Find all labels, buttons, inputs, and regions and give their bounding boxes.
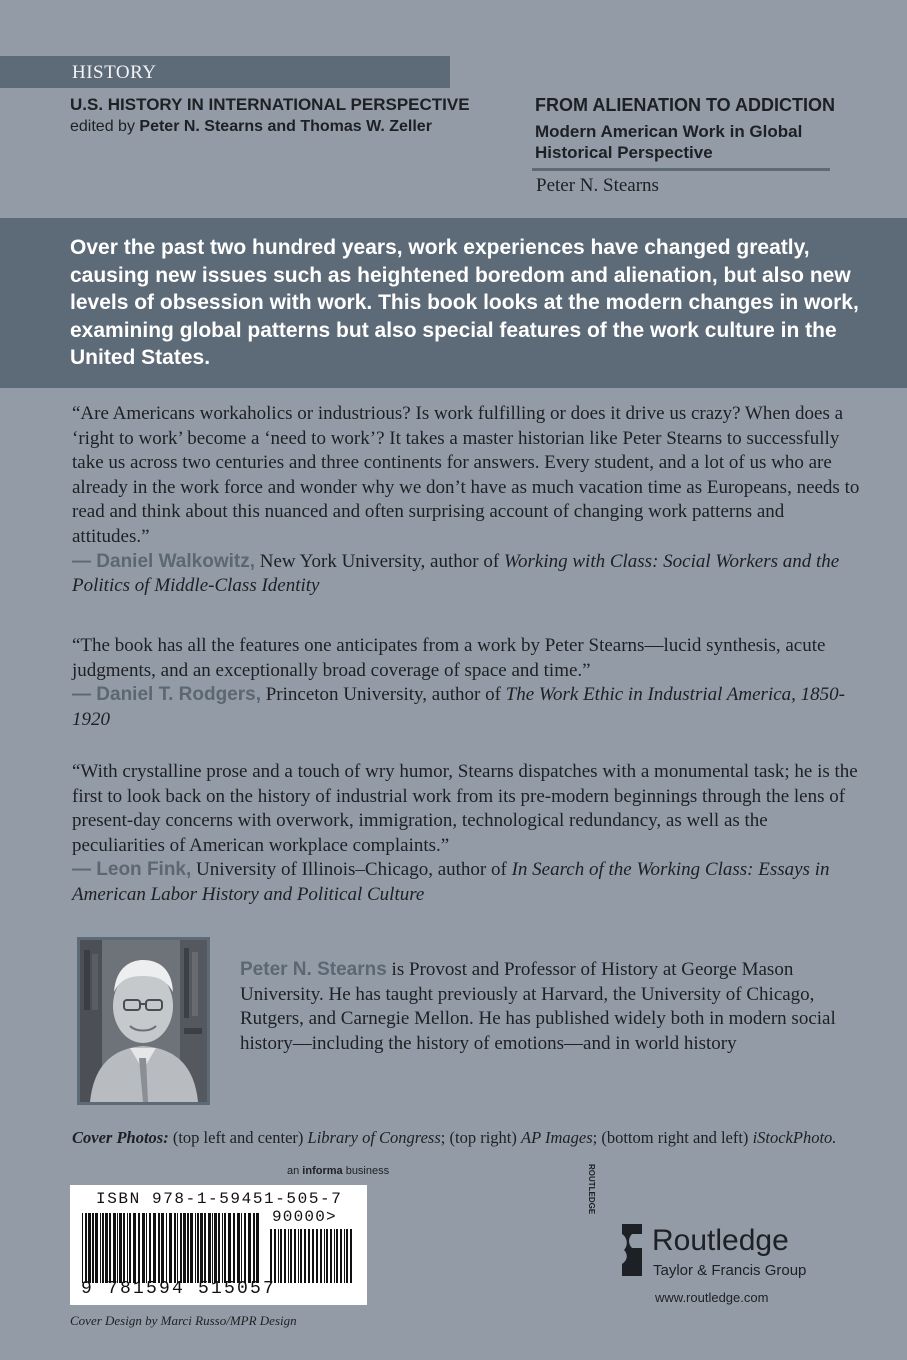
barcode-bar: [123, 1213, 125, 1283]
barcode-bar: [294, 1229, 296, 1283]
quote-text: “With crystalline prose and a touch of wry humor, Stearns dispatches with a monumental task; he is the first to look back on the history of industrial work from its pre-modern beginnings through the lens of present-day concerns with overwork, immigration, technological redundancy, as well as the peculiarities of American workplace complaints.”: [72, 761, 858, 856]
book-summary: Over the past two hundred years, work experiences have changed greatly, causing new issues such as heightened boredom and alienation, but also new levels of obsession with work. This book looks at the modern changes in work, examining global patterns but also special features of the work culture in the United States.: [70, 236, 859, 369]
barcode-bar: [183, 1213, 186, 1283]
barcode-bar: [284, 1229, 286, 1283]
credit-text: (top left and center): [168, 1128, 308, 1147]
barcode-bar: [233, 1213, 235, 1283]
informa-tagline: [287, 1165, 389, 1177]
barcode-bar: [153, 1213, 156, 1283]
credit-source: Library of Congress: [307, 1128, 441, 1147]
quote-text: “The book has all the features one anticipates from a work by Peter Stearns—lucid synthesis, acute judgments, and an exceptionally broad coverage of space and time.”: [72, 635, 826, 681]
barcode-bar: [336, 1229, 338, 1283]
history-category-bar: [0, 56, 450, 88]
barcode-bar: [117, 1213, 118, 1283]
routledge-vertical-text: ROUTLEDGE: [587, 1164, 596, 1215]
barcode-bar: [222, 1213, 223, 1283]
barcode-bar: [288, 1229, 289, 1283]
title-divider: [532, 168, 830, 171]
barcode-bar: [241, 1213, 242, 1283]
barcode-bar: [312, 1229, 314, 1283]
publisher-name: Routledge: [652, 1224, 789, 1257]
barcode-bar: [129, 1213, 131, 1283]
price-code: 90000>: [272, 1208, 337, 1226]
barcode-bar: [218, 1213, 220, 1283]
barcode-bar: [113, 1213, 116, 1283]
series-title: U.S. HISTORY IN INTERNATIONAL PERSPECTIVE: [70, 95, 470, 114]
isbn-number: ISBN 978-1-59451-505-7: [96, 1190, 343, 1208]
author-bio: [240, 958, 860, 1056]
endorser-name: — Daniel T. Rodgers,: [72, 684, 261, 706]
barcode-bar: [158, 1213, 160, 1283]
informa-suffix: business: [342, 1165, 390, 1177]
quote-text: “Are Americans workaholics or industrious? Is work fulfilling or does it drive us crazy? When does a ‘right to work’ become a ‘need to work’? It takes a master historian like Peter Stearns to successfully take us across two centuries and three continents for answers. Every student, and a lot of us who are already in the work force and wonder why we don’t have as much vacation time as Europeans, needs to read and think about this nuanced and often surprising account of changing work patterns and attitudes.”: [72, 403, 860, 547]
barcode-bar: [204, 1213, 206, 1283]
barcode-bar: [208, 1213, 211, 1283]
barcode-bar: [177, 1213, 178, 1283]
endorser-work: The Work Ethic in Industrial America, 1850-1920: [72, 684, 845, 730]
endorser-affiliation: Princeton University, author of: [260, 684, 506, 706]
editors-names: Peter N. Stearns and Thomas W. Zeller: [139, 118, 432, 135]
barcode-bar: [324, 1229, 325, 1283]
book-author: Peter N. Stearns: [536, 175, 659, 196]
barcode-bar: [197, 1213, 199, 1283]
book-subtitle: Modern American Work in Global Historical Perspective: [535, 122, 803, 162]
barcode-bar: [228, 1213, 231, 1283]
barcode-bar: [200, 1213, 203, 1283]
barcode-bar: [298, 1229, 299, 1283]
barcode-bar: [334, 1229, 335, 1283]
barcode-bar: [274, 1229, 276, 1283]
barcode-bar: [105, 1213, 108, 1283]
barcode-bar: [237, 1213, 240, 1283]
barcode-bar: [149, 1213, 151, 1283]
barcode-bar: [320, 1229, 322, 1283]
author-bio-text: is Provost and Professor of History at George Mason University. He has taught previously at Harvard, the University of Chicago, Rutgers, and Carnegie Mellon. He has published widely both in modern social history—including the history of emotions—and in world history: [240, 959, 836, 1054]
credit-source: AP Images: [520, 1128, 593, 1147]
barcode-bar: [88, 1213, 91, 1283]
barcode-bar: [109, 1213, 111, 1283]
barcode-bar: [326, 1229, 328, 1283]
barcode-bar: [161, 1213, 164, 1283]
author-portrait-illustration: [80, 940, 207, 1102]
credit-source: iStockPhoto.: [752, 1128, 837, 1147]
barcode-bar: [180, 1213, 182, 1283]
barcode-bar: [304, 1229, 306, 1283]
endorsement-quote: [72, 760, 862, 908]
endorser-name: — Leon Fink,: [72, 859, 192, 881]
cover-design-credit: Cover Design by Marci Russo/MPR Design: [70, 1313, 297, 1328]
barcode-bar: [195, 1213, 196, 1283]
barcode-bar: [308, 1229, 310, 1283]
barcode-bar: [85, 1213, 87, 1283]
barcode-bar: [253, 1213, 255, 1283]
barcode-bar: [244, 1213, 246, 1283]
barcode-bar: [100, 1213, 101, 1283]
edited-by-prefix: edited by: [70, 118, 140, 135]
endorsement-quote: [72, 402, 862, 599]
book-title: FROM ALIENATION TO ADDICTION: [535, 95, 835, 115]
publisher-group: Taylor & Francis Group: [653, 1262, 807, 1279]
barcode-bar: [278, 1229, 279, 1283]
barcode-bar: [127, 1213, 128, 1283]
barcode-bar: [146, 1213, 147, 1283]
barcode-bar: [142, 1213, 145, 1283]
series-editors: [70, 118, 432, 136]
barcode-bar: [300, 1229, 302, 1283]
barcode-bar: [256, 1213, 259, 1283]
barcode-bar: [224, 1213, 226, 1283]
author-photo: [77, 937, 210, 1105]
credit-text: ; (bottom right and left): [592, 1128, 753, 1147]
barcode-bar: [350, 1229, 352, 1283]
category-label: HISTORY: [72, 62, 157, 83]
publisher-url[interactable]: www.routledge.com: [655, 1290, 769, 1305]
author-bio-name: Peter N. Stearns: [240, 959, 387, 980]
credit-text: ; (top right): [440, 1128, 521, 1147]
barcode-bar: [346, 1229, 348, 1283]
barcode-bar: [133, 1213, 136, 1283]
cover-photo-credits: [72, 1127, 862, 1149]
cover-photos-label: Cover Photos:: [72, 1128, 169, 1147]
barcode-bar: [344, 1229, 345, 1283]
barcode-bar: [92, 1213, 94, 1283]
barcode-bar: [187, 1213, 189, 1283]
barcode-bar: [169, 1213, 172, 1283]
barcode-bar: [290, 1229, 292, 1283]
barcode-bar: [330, 1229, 332, 1283]
barcode-bar: [212, 1213, 213, 1283]
endorser-name: — Daniel Walkowitz,: [72, 550, 255, 572]
barcode-bar: [95, 1213, 98, 1283]
barcode-bar: [316, 1229, 318, 1283]
barcode-bar: [174, 1213, 176, 1283]
barcode-bar: [190, 1213, 193, 1283]
barcode-bar: [214, 1213, 217, 1283]
barcode-bar: [270, 1229, 272, 1283]
ean-digits: 9 781594 515057: [81, 1279, 277, 1299]
barcode-bar: [248, 1213, 251, 1283]
barcode-bar: [280, 1229, 282, 1283]
barcode-bar: [119, 1213, 122, 1283]
endorser-affiliation: New York University, author of: [255, 550, 504, 572]
barcode-bar: [102, 1213, 104, 1283]
endorser-work: In Search of the Working Class: Essays in American Labor History and Political Culture: [72, 859, 830, 905]
barcode-bar: [340, 1229, 342, 1283]
barcode-bar: [82, 1213, 83, 1283]
informa-brand: informa: [302, 1165, 343, 1177]
endorser-work: Working with Class: Social Workers and the Politics of Middle-Class Identity: [72, 550, 840, 597]
barcode-bar: [166, 1213, 167, 1283]
barcode-bar: [138, 1213, 140, 1283]
endorser-affiliation: University of Illinois–Chicago, author of: [191, 859, 512, 881]
informa-prefix: an: [287, 1165, 303, 1177]
routledge-logo-icon: [587, 1164, 648, 1280]
endorsement-quote: [72, 634, 862, 732]
